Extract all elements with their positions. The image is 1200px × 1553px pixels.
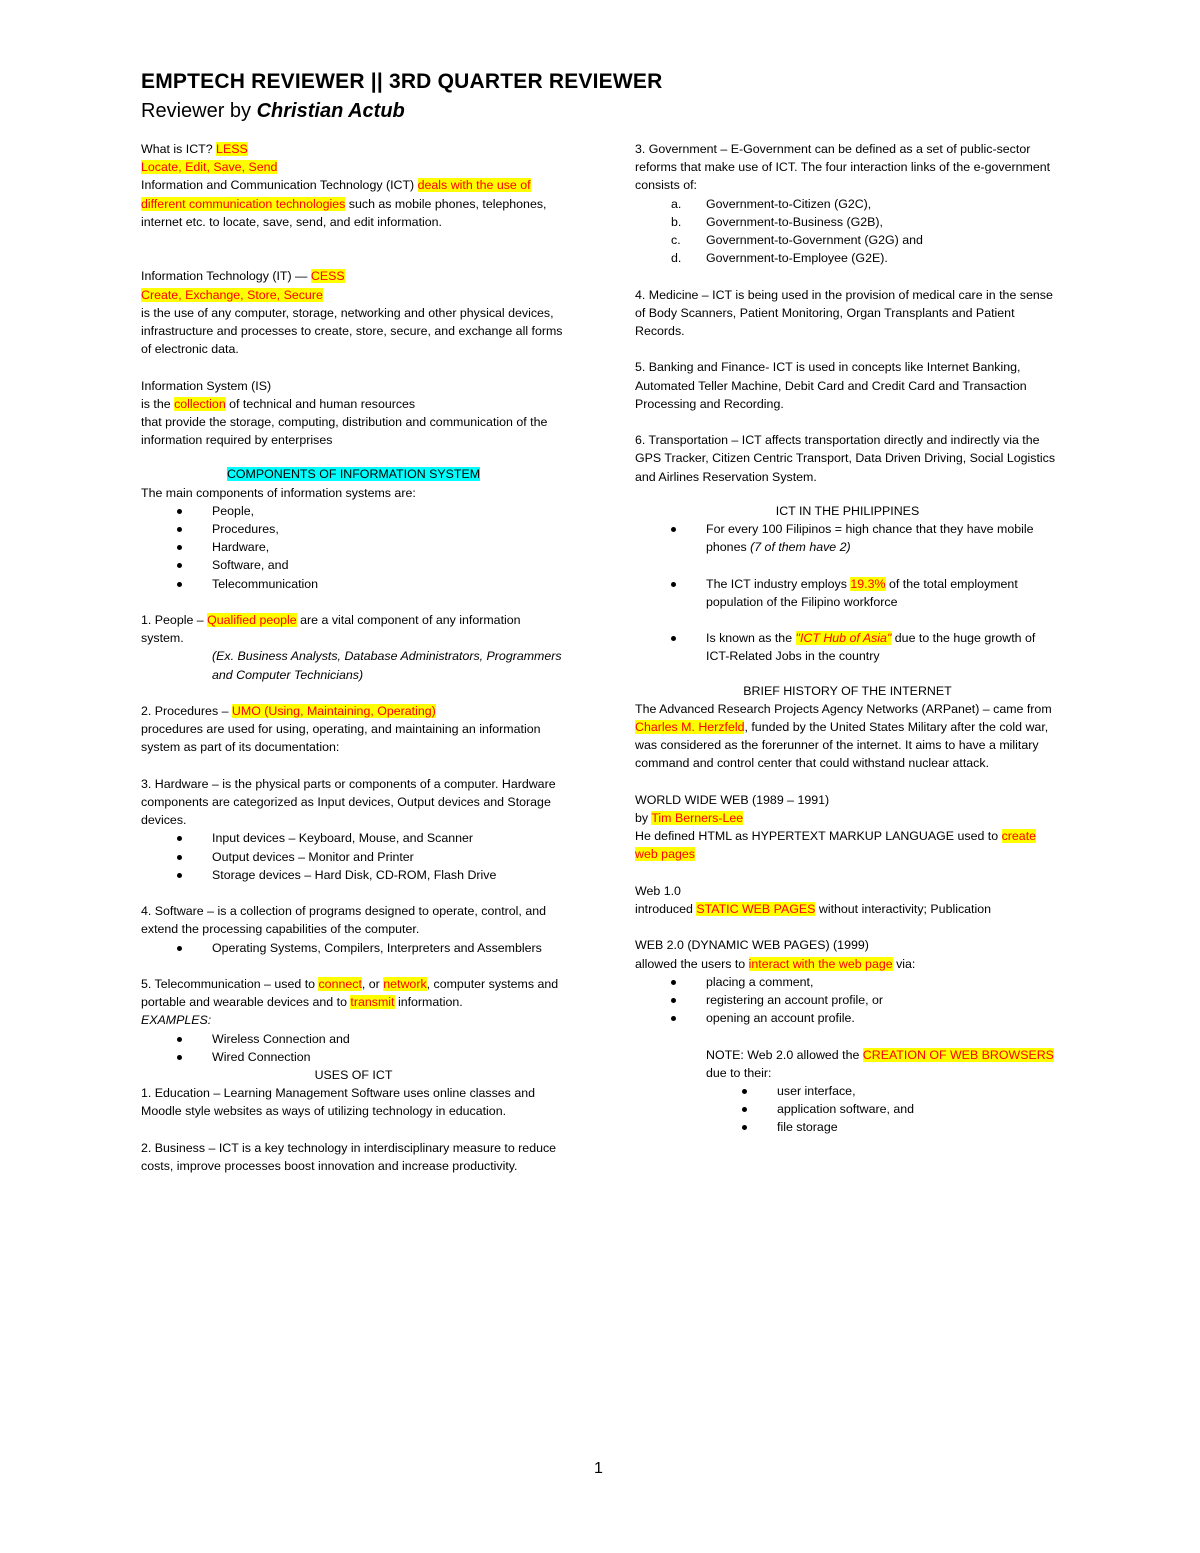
history-paragraph: The Advanced Research Projects Agency Networks (ARPanet) – came from Charles M. Herzfeld, funded by the United States Military after the cold war, was considered as the forerunner of the internet. It aims to have a military command and control center that could withstand nuclear attack.: [635, 701, 1052, 771]
procedures-heading: 2. Procedures – UMO (Using, Maintaining, Operating): [141, 704, 436, 719]
list-item: Input devices – Keyboard, Mouse, and Scanner: [212, 829, 566, 847]
list-item: People,: [212, 502, 566, 520]
web1-label: Web 1.0: [635, 883, 681, 898]
it-words: Create, Exchange, Store, Secure: [141, 287, 323, 302]
government-list: [635, 195, 1060, 268]
note-paragraph: NOTE: Web 2.0 allowed the CREATION OF WEB BROWSERS due to their:: [706, 1047, 1054, 1080]
ict-words: Locate, Edit, Save, Send: [141, 160, 278, 175]
list-item: placing a comment,: [706, 973, 1060, 991]
list-item: Is known as the "ICT Hub of Asia" due to the huge growth of ICT-Related Jobs in the country: [706, 629, 1060, 665]
list-item: d. Government-to-Employee (G2E).: [671, 251, 888, 266]
spacer: [706, 556, 1060, 574]
history-heading: BRIEF HISTORY OF THE INTERNET: [743, 683, 952, 698]
list-item: opening an account profile.: [706, 1009, 1060, 1027]
www-definition: He defined HTML as HYPERTEXT MARKUP LANGUAGE used to create web pages: [635, 829, 1037, 862]
is-definition-d: information required by enterprises: [141, 433, 333, 448]
transportation-paragraph: 6. Transportation – ICT affects transportation directly and indirectly via the GPS Tracker, Citizen Centric Transport, Data Driven Driving, Social Logistics and Airlines Reservation System.: [635, 433, 1056, 484]
www-author: by Tim Berners-Lee: [635, 811, 744, 826]
web1-definition: introduced STATIC WEB PAGES without interactivity; Publication: [635, 902, 992, 917]
procedures-paragraph: procedures are used for using, operating, and maintaining an information system as part of its documentation:: [141, 722, 541, 755]
hardware-list: [141, 829, 566, 884]
banking-paragraph: 5. Banking and Finance- ICT is used in concepts like Internet Banking, Automated Teller Machine, Debit Card and Credit Card and Transaction Processing and Recording.: [635, 360, 1027, 411]
components-heading: COMPONENTS OF INFORMATION SYSTEM: [226, 467, 481, 482]
telecom-list: [141, 1030, 566, 1066]
list-item: registering an account profile, or: [706, 991, 1060, 1009]
medicine-paragraph: 4. Medicine – ICT is being used in the provision of medical care in the sense of Body Scanners, Patient Monitoring, Organ Transplants and Patient Records.: [635, 287, 1053, 339]
list-item: For every 100 Filipinos = high chance that they have mobile phones (7 of them have 2): [706, 520, 1060, 556]
philippines-heading: ICT IN THE PHILIPPINES: [775, 503, 920, 518]
list-item: Procedures,: [212, 520, 566, 538]
list-item: Output devices – Monitor and Printer: [212, 848, 566, 866]
it-label: Information Technology (IT) — CESS: [141, 269, 345, 284]
telecom-examples-label: EXAMPLES:: [141, 1013, 212, 1028]
list-item: Wireless Connection and: [212, 1030, 566, 1048]
software-list: [141, 939, 566, 957]
list-item: Operating Systems, Compilers, Interpreters and Assemblers: [212, 939, 566, 957]
components-intro: The main components of information systems are:: [141, 485, 416, 500]
hardware-paragraph: 3. Hardware – is the physical parts or components of a computer. Hardware components are categorized as Input devices, Output devices and Storage devices.: [141, 776, 556, 828]
document-title: EMPTECH REVIEWER || 3RD QUARTER REVIEWER: [141, 70, 663, 93]
philippines-list: [635, 520, 1060, 666]
ict-definition: Information and Communication Technology (ICT) deals with the use of different communication technologies such as mobile phones, telephones, internet etc. to locate, save, send, and edit information.: [141, 178, 547, 229]
right-column: [635, 140, 1060, 1137]
is-definition-c: that provide the storage, computing, distribution and communication of the: [141, 415, 548, 430]
telecom-paragraph: 5. Telecommunication – used to connect, or network, computer systems and portable and wearable devices and to transmit information.: [141, 977, 559, 1010]
note-list: [635, 1082, 1060, 1137]
government-paragraph: 3. Government – E-Government can be defined as a set of public-sector reforms that make use of ICT. The four interaction links of the e-government consists of:: [635, 142, 1051, 193]
list-item: The ICT industry employs 19.3% of the total employment population of the Filipino workforce: [706, 575, 1060, 611]
ict-question: What is ICT? LESS: [141, 142, 248, 156]
web2-list: [635, 973, 1060, 1028]
list-item: a. Government-to-Citizen (G2C),: [671, 196, 872, 211]
software-paragraph-a: 4. Software – is a collection of programs designed to operate, control, and: [141, 904, 546, 919]
web2-label: WEB 2.0 (DYNAMIC WEB PAGES) (1999): [635, 938, 869, 953]
list-item: user interface,: [777, 1082, 1060, 1100]
software-paragraph-b: extend the processing capabilities of the computer.: [141, 922, 420, 937]
www-label: WORLD WIDE WEB (1989 – 1991): [635, 792, 830, 807]
author-name: Christian Actub: [256, 100, 405, 122]
uses-heading: USES OF ICT: [314, 1068, 393, 1083]
people-paragraph: 1. People – Qualified people are a vital component of any information system.: [141, 613, 521, 646]
list-item: b. Government-to-Business (G2B),: [671, 214, 883, 229]
components-list: [141, 502, 566, 593]
list-item: file storage: [777, 1118, 1060, 1136]
page-number: 1: [594, 1460, 603, 1477]
people-examples: (Ex. Business Analysts, Database Administrators, Programmers and Computer Technicians): [212, 649, 562, 682]
business-paragraph: 2. Business – ICT is a key technology in interdisciplinary measure to reduce costs, improve processes boost innovation and increase productivity.: [141, 1140, 557, 1174]
spacer: [706, 611, 1060, 629]
education-paragraph: 1. Education – Learning Management Software uses online classes and Moodle style websites as ways of utilizing technology in education.: [141, 1086, 535, 1119]
list-item: Hardware,: [212, 538, 566, 556]
is-label: Information System (IS): [141, 378, 272, 393]
list-item: c. Government-to-Government (G2G) and: [671, 233, 923, 248]
left-column: [141, 140, 566, 1175]
list-item: Storage devices – Hard Disk, CD-ROM, Flash Drive: [212, 866, 566, 884]
list-item: Telecommunication: [212, 575, 566, 593]
document-subtitle: Reviewer by Christian Actub: [141, 100, 405, 122]
list-item: Software, and: [212, 556, 566, 574]
web2-definition: allowed the users to interact with the web page via:: [635, 956, 916, 971]
list-item: Wired Connection: [212, 1048, 566, 1066]
is-definition-a: is the collection of technical and human resources: [141, 396, 416, 411]
it-definition: is the use of any computer, storage, networking and other physical devices, infrastructure and processes to create, store, secure, and exchange all forms of electronic data.: [141, 305, 563, 357]
list-item: application software, and: [777, 1100, 1060, 1118]
